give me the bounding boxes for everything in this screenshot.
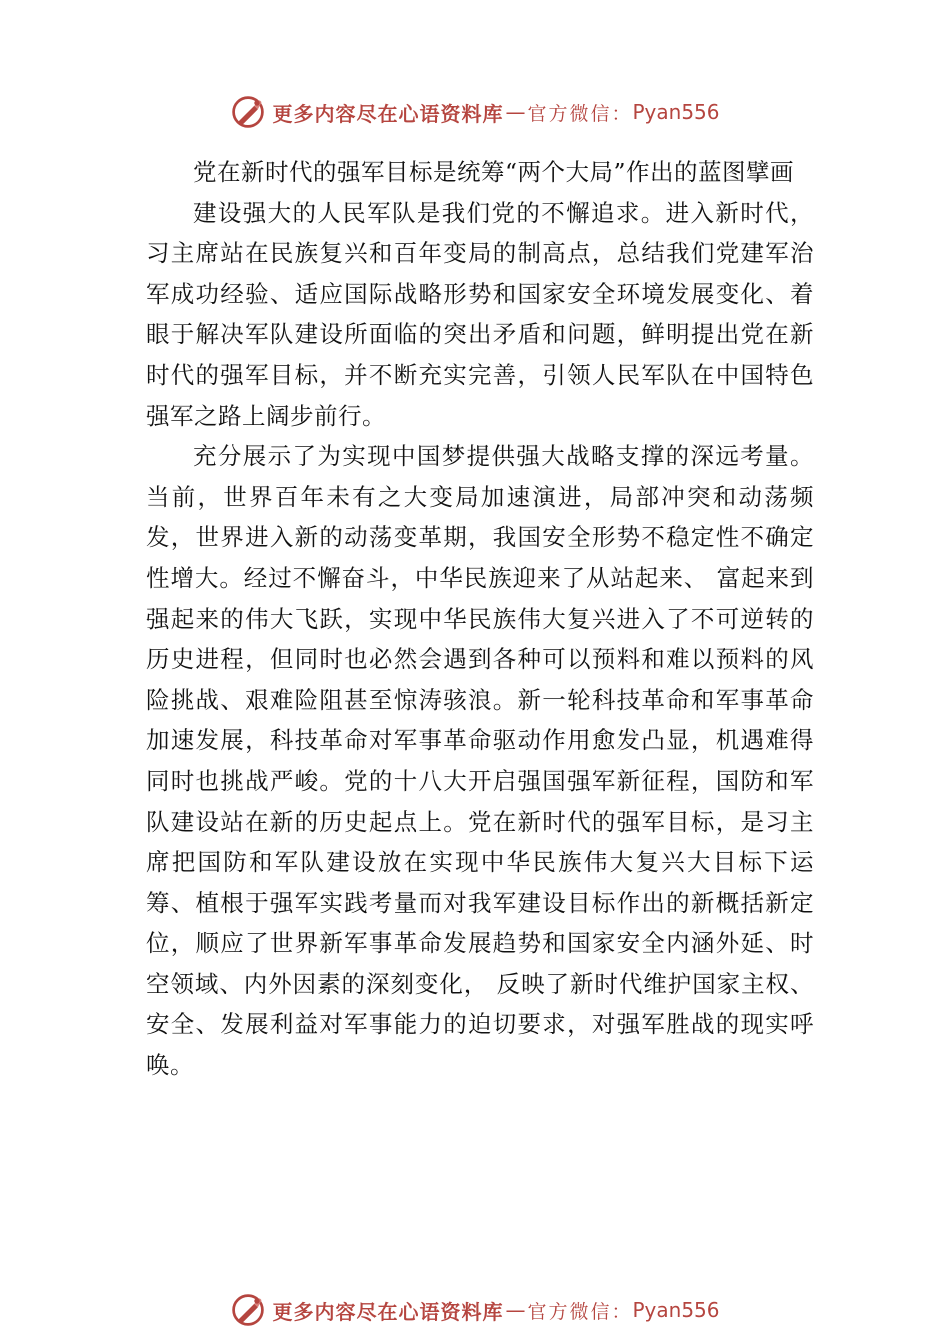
pen-nib-logo-icon: [230, 94, 266, 130]
paragraph-1: 建设强大的人民军队是我们党的不懈追求。进入新时代，习主席站在民族复兴和百年变局的制高点，总结我们党建军治军成功经验、适应国际战略形势和国家安全环境发展变化、着眼于解决军队建设所面临的突出矛盾和问题，鲜明提出党在新时代的强军目标，并不断充实完善，引领人民军队在中国特色强军之路上阔步前行。: [146, 198, 814, 430]
header-banner: [0, 92, 950, 132]
banner-wechat-label: 官方微信：: [527, 102, 633, 125]
footer-banner-title: 更多内容尽在心语资料库: [272, 1299, 504, 1324]
footer-banner-separator: —: [505, 1298, 526, 1322]
paragraph-2: 充分展示了为实现中国梦提供强大战略支撑的深远考量。当前，世界百年未有之大变局加速演进，局部冲突和动荡频发，世界进入新的动荡变革期，我国安全形势不稳定性不确定性增大。经过不懈奋斗，中华民族迎来了从站起来、 富起来到强起来的伟大飞跃，实现中华民族伟大复兴进入了不可逆转的历史进程，但同时也必然会遇到各种可以预料和难以预料的风险挑战、艰难险阻甚至惊涛骇浪。新一轮科技革命和军事革命加速发展，科技革命对军事革命驱动作用愈发凸显，机遇难得同时也挑战严峻。党的十八大开启强国强军新征程，国防和军队建设站在新的历史起点上。党在新时代的强军目标，是习主席把国防和军队建设放在实现中华民族伟大复兴大目标下运筹、植根于强军实践考量而对我军建设目标作出的新概括新定位，顺应了世界新军事革命发展趋势和国家安全内涵外延、时空领域、内外因素的深刻变化， 反映了新时代维护国家主权、安全、发展利益对军事能力的迫切要求，对强军胜战的现实呼唤。: [146, 442, 814, 1080]
footer-banner-wechat-id: Pyan556: [632, 1298, 720, 1322]
document-body: [146, 152, 814, 1086]
footer-banner-wechat-label: 官方微信：: [527, 1300, 633, 1323]
footer-banner: [0, 1290, 950, 1330]
pen-nib-logo-icon: [230, 1292, 266, 1328]
document-heading: 党在新时代的强军目标是统筹“两个大局”作出的蓝图擘画: [193, 158, 795, 186]
banner-wechat-id: Pyan556: [632, 100, 720, 124]
banner-title: 更多内容尽在心语资料库: [272, 101, 504, 126]
banner-separator: —: [505, 100, 526, 124]
